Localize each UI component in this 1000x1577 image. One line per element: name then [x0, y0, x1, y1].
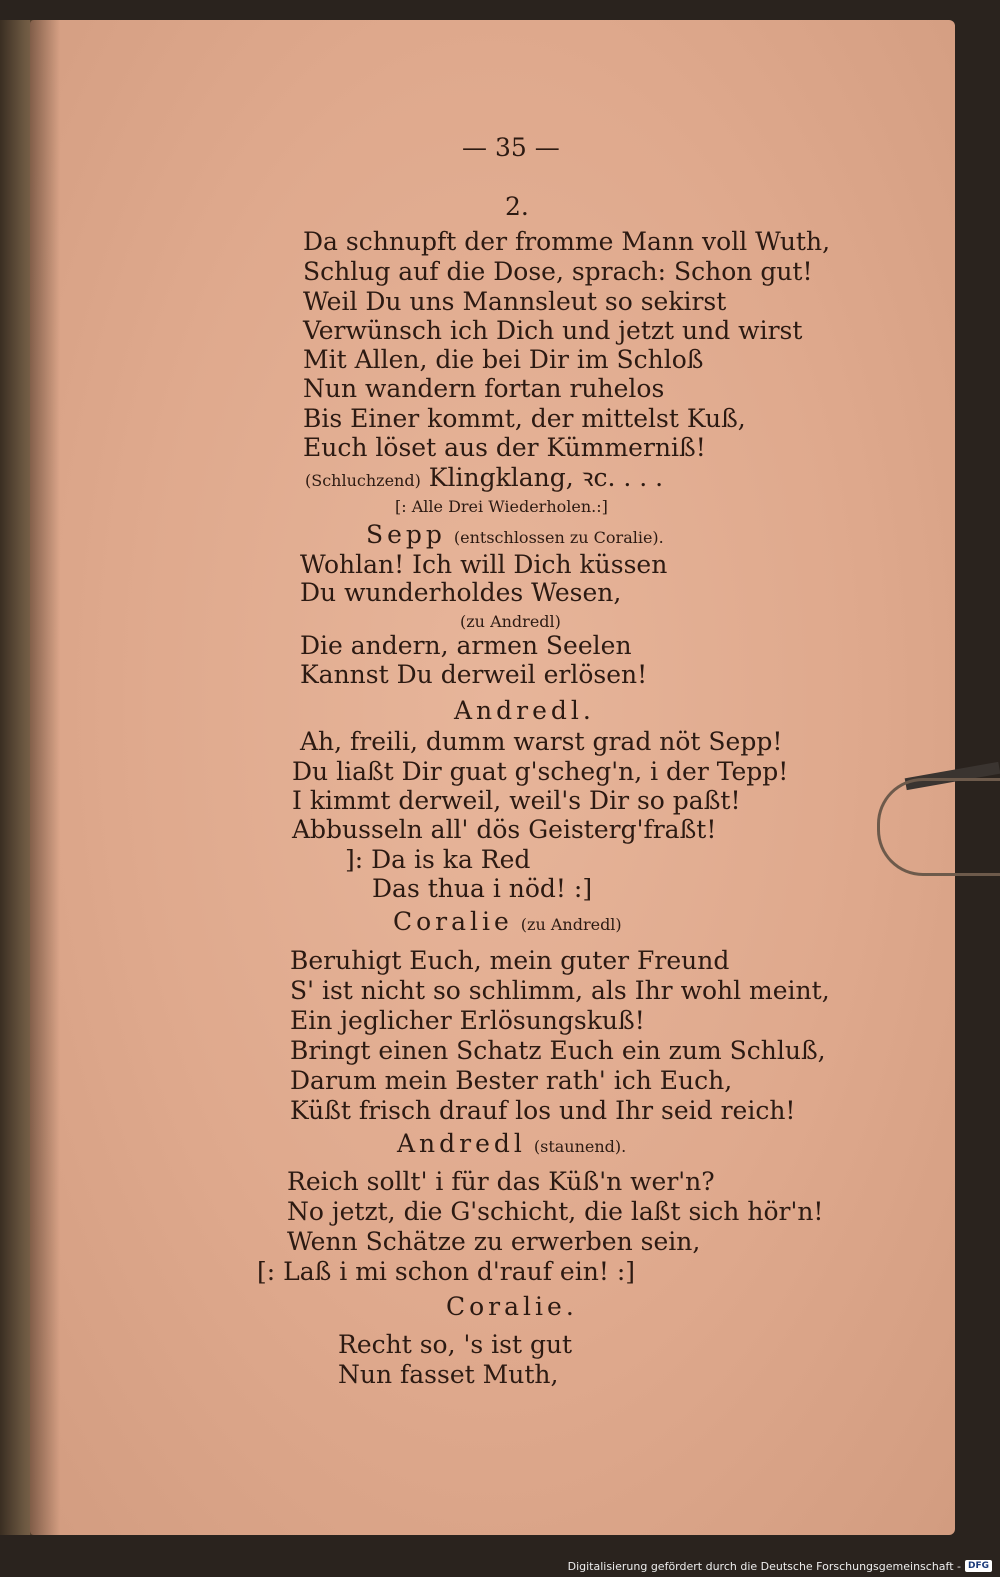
verse-line: Weil Du uns Mannsleut so sekirst [303, 287, 727, 316]
verse-line: Nun fasset Muth, [338, 1360, 559, 1389]
verse-line: Beruhigt Euch, mein guter Freund [290, 946, 730, 975]
stage-direction: (entschlossen zu Coralie). [453, 528, 664, 547]
speaker-line [397, 1129, 626, 1162]
gutter-shadow [30, 20, 60, 1535]
verse-line: ]: Da is ka Red [345, 845, 531, 874]
verse-line: Das thua i nöd! :] [372, 874, 593, 903]
verse-line: Kannst Du derweil erlösen! [300, 660, 648, 689]
section-number: 2. [505, 192, 529, 221]
stage-direction: (zu Andredl) [520, 915, 622, 934]
verse-line: Du liaßt Dir guat g'scheg'n, i der Tepp! [292, 757, 789, 786]
verse-line: Ah, freili, dumm warst grad nöt Sepp! [300, 727, 783, 756]
speaker-name: Coralie [393, 907, 513, 936]
verse-line: Darum mein Bester rath' ich Euch, [290, 1066, 733, 1095]
verse-text: Klingklang, ꝛc. . . . [428, 463, 664, 492]
verse-line: Bringt einen Schatz Euch ein zum Schluß, [290, 1036, 826, 1065]
verse-line: S' ist nicht so schlimm, als Ihr wohl meint, [290, 976, 830, 1005]
verse-line: Mit Allen, die bei Dir im Schloß [303, 345, 704, 374]
verse-line: Da schnupft der fromme Mann voll Wuth, [303, 227, 831, 256]
verse-line: Du wunderholdes Wesen, [300, 578, 622, 607]
speaker-name: Coralie. [446, 1292, 578, 1321]
digitization-credit [568, 1558, 992, 1574]
speaker-name: Sepp [366, 520, 446, 549]
verse-line: Die andern, armen Seelen [300, 631, 632, 660]
page-number: — 35 — [462, 133, 560, 162]
verse-line: [: Laß i mi schon d'rauf ein! :] [257, 1257, 635, 1286]
stage-direction: (zu Andredl) [460, 612, 561, 631]
verse-line: Recht so, 's ist gut [338, 1330, 573, 1359]
repeat-direction: [: Alle Drei Wiederholen.:] [395, 497, 608, 516]
page-clip [877, 778, 1000, 876]
speaker-name: Andredl [397, 1129, 526, 1158]
speaker-name: Andredl. [454, 696, 595, 725]
verse-line: Nun wandern fortan ruhelos [303, 374, 665, 403]
verse-line: Wohlan! Ich will Dich küssen [300, 550, 668, 579]
verse-line: Ein jeglicher Erlösungskuß! [290, 1006, 645, 1035]
speaker-line [366, 520, 664, 553]
verse-line: No jetzt, die G'schicht, die laßt sich hör'n! [287, 1197, 824, 1226]
speaker-line [393, 907, 622, 940]
verse-line: Abbusseln all' dös Geisterg'fraßt! [292, 815, 717, 844]
stage-direction: (staunend). [533, 1137, 627, 1156]
verse-line: Bis Einer kommt, der mittelst Kuß, [303, 404, 746, 433]
verse-line: Reich sollt' i für das Küß'n wer'n? [287, 1167, 715, 1196]
verse-line: Wenn Schätze zu erwerben sein, [287, 1227, 701, 1256]
verse-line: Küßt frisch drauf los und Ihr seid reich! [290, 1096, 796, 1125]
stage-direction: (Schluchzend) [305, 471, 421, 490]
verse-line: I kimmt derweil, weil's Dir so paßt! [292, 786, 741, 815]
verse-line: Euch löset aus der Kümmerniß! [303, 433, 706, 462]
dfg-logo: DFG [965, 1560, 992, 1572]
credit-text: Digitalisierung gefördert durch die Deutsche Forschungsgemeinschaft - [567, 1559, 961, 1573]
verse-line: Schlug auf die Dose, sprach: Schon gut! [303, 257, 813, 286]
verse-line: Verwünsch ich Dich und jetzt und wirst [303, 316, 803, 345]
